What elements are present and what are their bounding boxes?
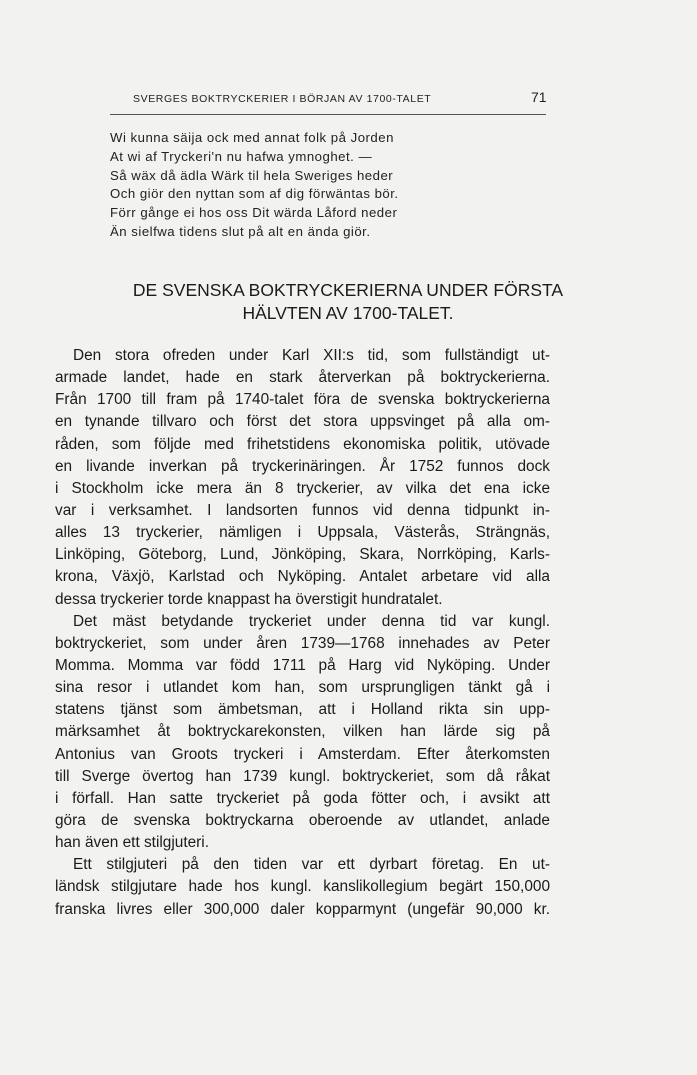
body-line: i förfall. Han satte tryckeriet på goda fötter och, i avsikt att <box>55 789 550 807</box>
body-line: boktryckeriet, som under åren 1739—1768 innehades av Peter <box>55 634 550 652</box>
body-line: Från 1700 till fram på 1740-talet föra de svenska boktryckerierna <box>55 391 550 409</box>
poem-line: At wi af Tryckeri'n nu hafwa ymnoghet. — <box>110 148 373 164</box>
poem-line: Wi kunna säija ock med annat folk på Jorden <box>110 130 394 145</box>
poem-line: Än sielfwa tidens slut på alt en ända giör. <box>110 223 371 239</box>
body-line: ländsk stilgjutare hade hos kungl. kanslikollegium begärt 150,000 <box>55 878 550 896</box>
section-heading <box>55 279 641 325</box>
body-line: dessa tryckerier torde knappast ha överstigit hundratalet. <box>55 590 443 608</box>
page-number: 71 <box>531 89 547 105</box>
body-text <box>55 345 550 921</box>
body-line: göra de svenska boktryckarna oberoende av utlandet, anlade <box>55 811 550 829</box>
body-line: alles 13 tryckerier, nämligen i Uppsala, Västerås, Strängnäs, <box>55 524 550 542</box>
body-line: Momma. Momma var född 1711 på Harg vid Nyköping. Under <box>55 656 550 674</box>
body-line: var i verksamhet. I landsorten funnos vid denna tidpunkt in- <box>55 501 550 519</box>
body-line: en tynande tillvaro och först det stora uppsvinget på alla om- <box>55 413 550 431</box>
body-line: Ett stilgjuteri på den tiden var ett dyrbart företag. En ut- <box>73 856 550 874</box>
body-line: Den stora ofreden under Karl XII:s tid, som fullständigt ut- <box>73 347 550 364</box>
body-line: i Stockholm icke mera än 8 tryckerier, av vilka det ena icke <box>55 479 550 497</box>
section-heading-line: DE SVENSKA BOKTRYCKERIERNA UNDER FÖRSTA <box>132 280 564 300</box>
poem-stanza <box>110 129 530 242</box>
body-line: råden, som följde med frihetstidens ekonomiska politik, utövade <box>55 435 550 453</box>
body-line: till Sverge övertog han 1739 kungl. boktryckeriet, som då råkat <box>55 767 550 785</box>
body-line: sina resor i utlandet kom han, som ursprungligen tänkt gå i <box>55 679 550 697</box>
body-line: armade landet, hade en stark återverkan på boktryckerierna. <box>55 369 550 387</box>
body-line: franska livres eller 300,000 daler kopparmynt (ungefär 90,000 kr. <box>55 900 550 918</box>
body-line: Det mäst betydande tryckeriet under denna tid var kungl. <box>73 612 550 630</box>
poem-line: Och giör den nyttan som af dig förwäntas bör. <box>110 186 399 202</box>
poem-line: Så wäx då ädla Wärk til hela Sweriges heder <box>110 167 394 183</box>
body-line: en livande inverkan på tryckerinäringen. År 1752 funnos dock <box>55 457 550 475</box>
body-line: statens tjänst som ämbetsman, att i Holland rikta sin upp- <box>55 701 550 719</box>
running-head: SVERGES BOKTRYCKERIER I BÖRJAN AV 1700-TALET <box>133 93 432 105</box>
body-line: krona, Växjö, Karlstad och Nyköping. Antalet arbetare vid alla <box>55 568 550 586</box>
section-heading-line: HÄLVTEN AV 1700-TALET. <box>242 303 454 323</box>
body-line: Linköping, Göteborg, Lund, Jönköping, Skara, Norrköping, Karls- <box>55 546 550 564</box>
body-line: Antonius van Groots tryckeri i Amsterdam. Efter återkomsten <box>55 745 550 763</box>
header-rule <box>110 114 546 115</box>
body-line: han även ett stilgjuteri. <box>55 834 209 852</box>
poem-line: Förr gånge ei hos oss Dit wärda Låford neder <box>110 205 398 221</box>
body-line: märksamhet åt boktryckarekonsten, vilken han lärde sig på <box>55 723 550 741</box>
